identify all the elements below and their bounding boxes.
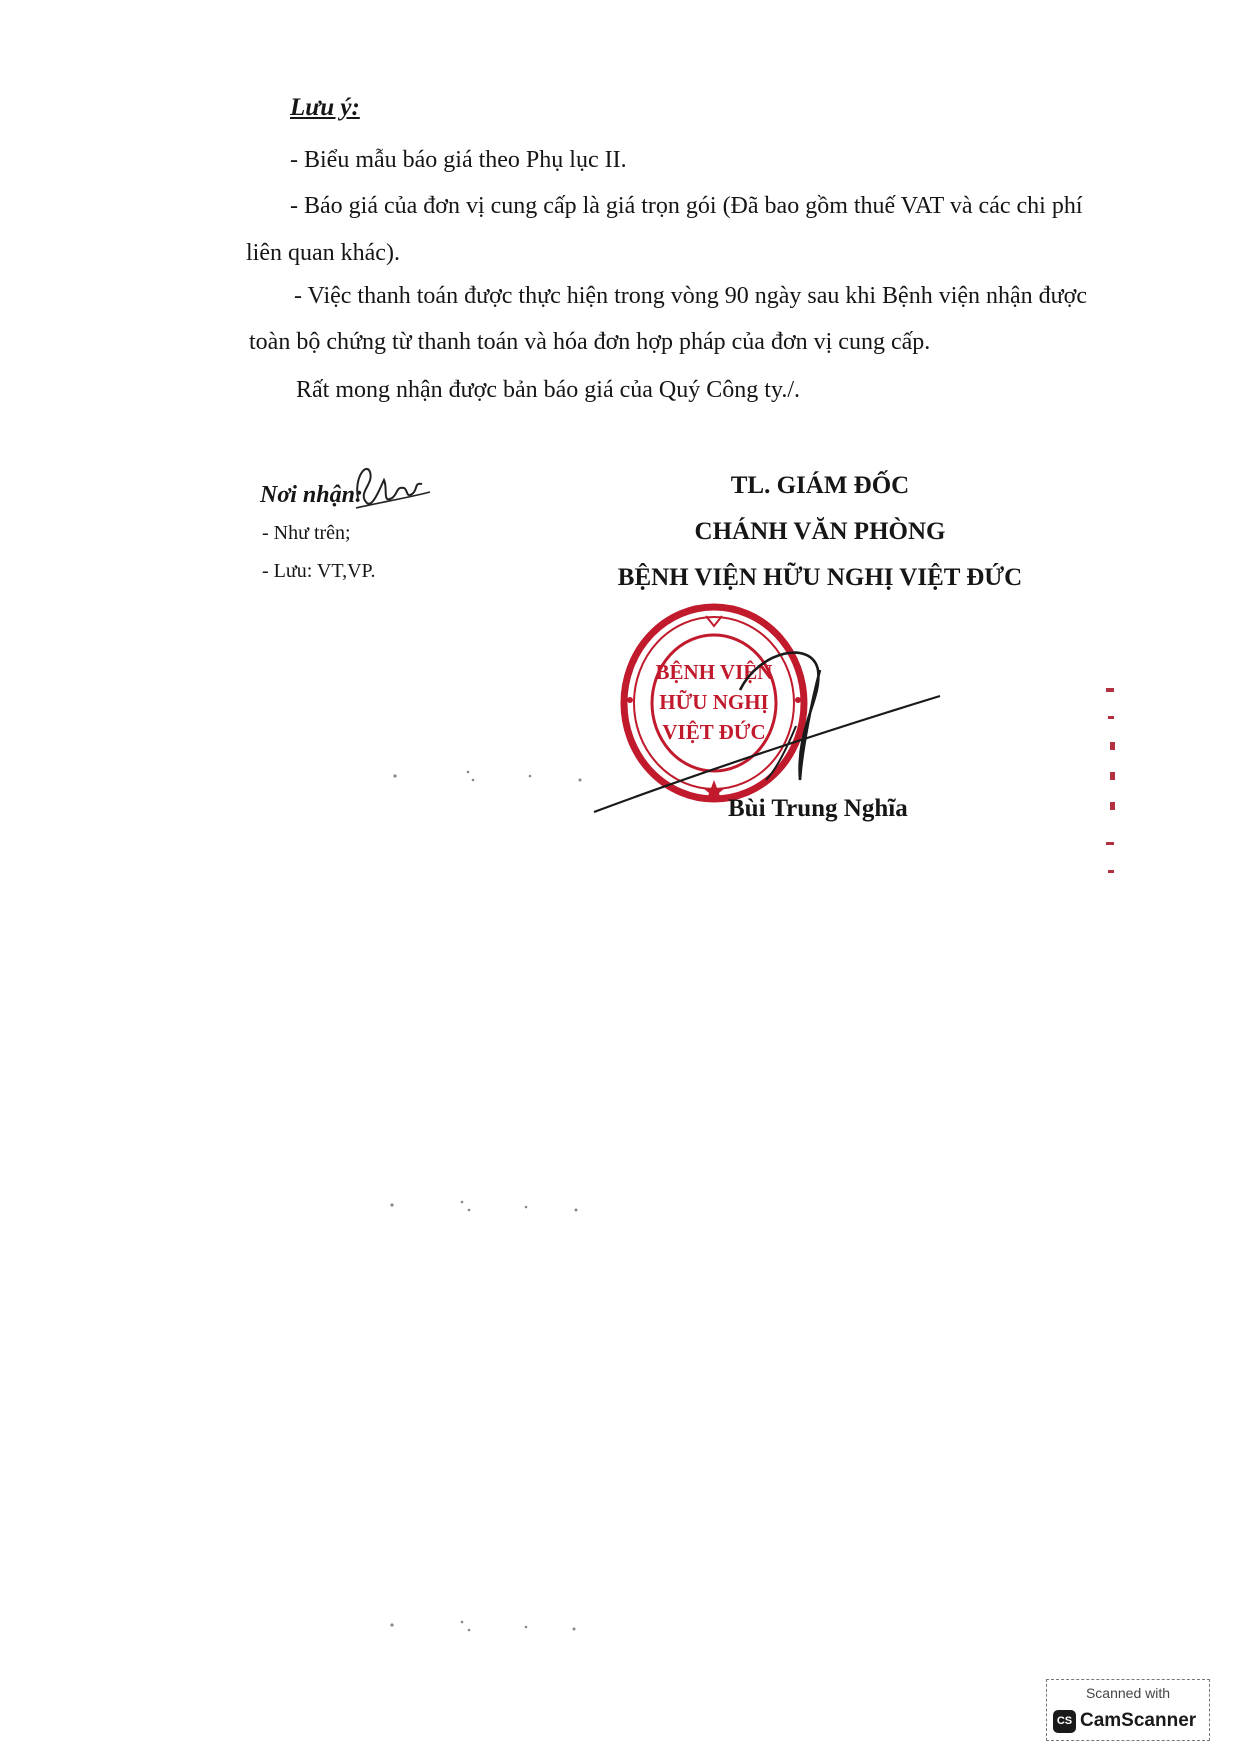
note-line-4: - Việc thanh toán được thực hiện trong vòng 90 ngày sau khi Bệnh viện nhận được (294, 283, 1088, 309)
recipient-item: - Như trên; (262, 522, 351, 544)
note-line-2: - Báo giá của đơn vị cung cấp là giá trọn gói (Đã bao gồm thuế VAT và các chi phí (290, 193, 1083, 219)
recipient-item: - Lưu: VT,VP. (262, 560, 376, 582)
recipients-heading: Nơi nhận: (260, 482, 363, 508)
seal-text-line: BỆNH VIỆN (655, 660, 773, 684)
camscanner-badge (1046, 1679, 1210, 1741)
note-line-3: liên quan khác). (246, 240, 400, 266)
note-heading: Lưu ý: (290, 94, 360, 121)
camscanner-logo-icon: CS (1053, 1710, 1076, 1733)
note-line-1: - Biểu mẫu báo giá theo Phụ lục II. (290, 147, 627, 173)
note-line-5: toàn bộ chứng từ thanh toán và hóa đơn hợp pháp của đơn vị cung cấp. (249, 329, 931, 355)
signer-name: Bùi Trung Nghĩa (728, 795, 908, 822)
signature-title-1: TL. GIÁM ĐỐC (730, 472, 910, 499)
signature-title-2: CHÁNH VĂN PHÒNG (694, 518, 946, 545)
camscanner-brand: CamScanner (1080, 1710, 1197, 1731)
closing-line: Rất mong nhận được bản báo giá của Quý Công ty./. (296, 377, 801, 403)
seal-text-line: HỮU NGHỊ (659, 690, 769, 714)
seal-text-line: VIỆT ĐỨC (662, 720, 766, 744)
scanned-with-label: Scanned with (1085, 1685, 1171, 1701)
signature-org: BỆNH VIỆN HỮU NGHỊ VIỆT ĐỨC (617, 564, 1023, 591)
